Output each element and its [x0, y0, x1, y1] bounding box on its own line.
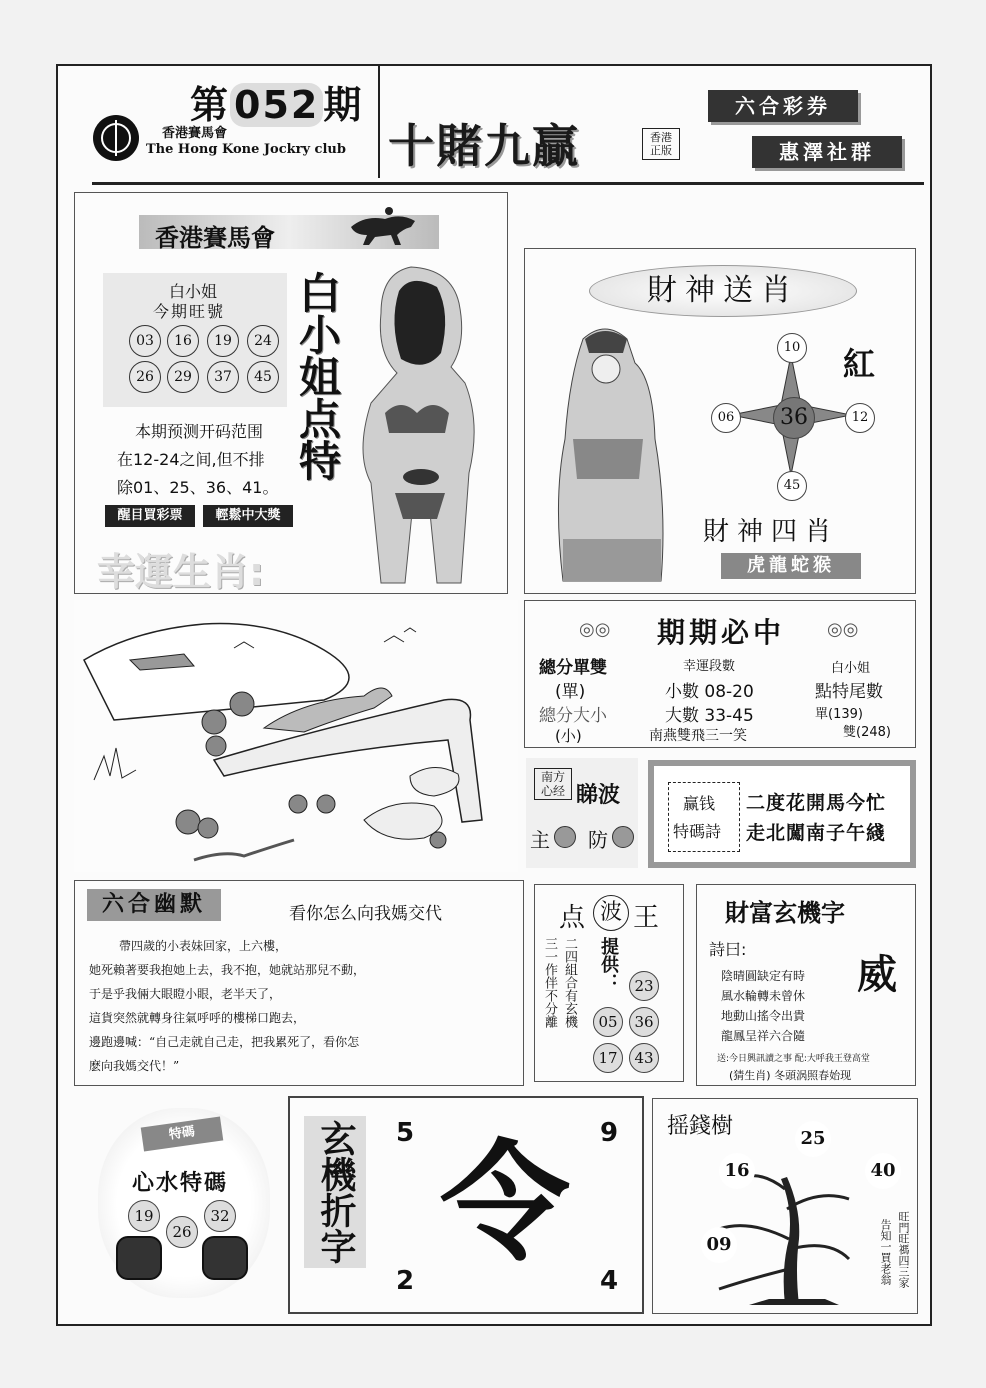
xinshui-number: 26 — [166, 1216, 198, 1248]
lucky-number: 19 — [207, 325, 239, 357]
prediction-line-1: 本期预测开码范围 — [135, 422, 264, 441]
dianbo-number: 36 — [629, 1007, 659, 1037]
lucky-number: 26 — [129, 361, 161, 393]
humor-line: 麽向我媽交代！” — [89, 1059, 180, 1073]
racehorse-icon — [345, 205, 425, 247]
humor-line: 這貨突然就轉身往氣呼呼的樓梯口跑去， — [89, 1011, 306, 1025]
xuanji-number-tr: 9 — [600, 1118, 619, 1148]
poem-intro: 詩曰: — [709, 940, 747, 959]
nanfang-tag: 南方心经 — [534, 768, 572, 800]
coin-icon: ◎◎ — [579, 619, 611, 640]
odd-even-label: 總分單雙 — [539, 658, 607, 678]
main-label: 主 — [530, 828, 550, 852]
compass-left-number: 06 — [711, 403, 741, 433]
qiqi-hint: 南燕雙飛三一笑 — [649, 728, 747, 744]
big-small-value: (小) — [555, 727, 582, 745]
xinshui-panel — [98, 1108, 270, 1298]
lucky-number: 37 — [207, 361, 239, 393]
defend-label: 防 — [588, 828, 608, 852]
compass-center-number: 36 — [773, 397, 815, 439]
ball-icon — [554, 826, 576, 848]
fist-icon — [116, 1236, 162, 1280]
humor-panel — [74, 880, 524, 1086]
xinshui-number: 19 — [128, 1200, 160, 1232]
humor-line: 她死賴著要我抱她上去，我不抱，她就站那兒不動， — [89, 963, 366, 977]
horse-panel — [74, 192, 508, 594]
dianbo-poem-col-2: 三一作伴不分離 — [542, 937, 557, 1028]
xinshui-ribbon: 特碼 — [141, 1117, 224, 1152]
tail-label: 點特尾數 — [815, 682, 883, 702]
poem-line-2: 走北闖南子午綫 — [746, 822, 887, 844]
xuanji-big-char: 令 — [440, 1127, 571, 1279]
dianbo-number: 43 — [629, 1043, 659, 1073]
fist-icon — [202, 1236, 248, 1280]
humor-line: 于是乎我倆大眼瞪小眼，老半天了， — [89, 987, 282, 1001]
vertical-title: 白小姐点特 — [293, 271, 342, 481]
odd-tail-value: 單(139) — [815, 707, 863, 722]
money-tree-title: 摇錢樹 — [667, 1114, 734, 1139]
header — [58, 66, 930, 184]
caishen-panel — [524, 248, 916, 594]
caifu-line: 陰晴圓缺定有時 — [721, 969, 806, 983]
caishen-banner: 財神送肖 — [589, 265, 857, 317]
dianbo-number: 05 — [593, 1007, 623, 1037]
slogan-1: 醒目買彩票 — [105, 505, 195, 527]
humor-line: 邊跑邊喊：“自己走就自己走，把我累死了，看你怎 — [89, 1035, 360, 1049]
tree-number: 09 — [701, 1227, 737, 1263]
tree-number: 16 — [719, 1153, 755, 1189]
small-range: 小數 08-20 — [665, 682, 754, 702]
caifu-big-char: 威 — [857, 952, 897, 998]
qiqi-title: 期期必中 — [657, 616, 786, 649]
poem-line-1: 二度花開馬今忙 — [746, 792, 887, 814]
tree-number: 40 — [865, 1153, 901, 1189]
poem-label-box — [668, 782, 740, 852]
big-range: 大數 33-45 — [665, 706, 754, 726]
dianbo-title-1: 点 — [559, 903, 586, 933]
compass-right-number: 12 — [845, 403, 875, 433]
xuanji-number-bl: 2 — [396, 1266, 415, 1296]
xuanji-label: 玄機折字 — [304, 1116, 366, 1268]
dianbo-panel — [534, 884, 684, 1082]
squirrel-tree-illustration — [74, 600, 518, 872]
lucky-title-1: 白小姐 — [169, 282, 218, 301]
caifu-hint: (猜生肖) 冬頭涡照春始现 — [729, 1069, 852, 1082]
tree-side-col-2: 告知一買老翁 — [879, 1219, 892, 1285]
tree-side-col-1: 旺門旺禡四三家 — [897, 1211, 910, 1288]
caifu-title: 財富玄機字 — [725, 899, 845, 927]
poem-panel — [648, 760, 916, 868]
xinshui-title: 心水特碼 — [132, 1171, 229, 1196]
lucky-numbers-card — [103, 273, 287, 407]
prediction-line-3: 除01、25、36、41。 — [117, 478, 279, 497]
compass-top-number: 10 — [777, 333, 807, 363]
qiqi-panel — [524, 600, 916, 748]
issue-number-value: 052 — [230, 83, 323, 127]
four-zodiac-names: 虎龍蛇猴 — [721, 553, 861, 579]
horse-banner: 香港賽馬會 — [139, 215, 439, 249]
nanfang-panel — [526, 758, 638, 868]
dianbo-poem-col-1: 二四組合有玄機 — [562, 937, 577, 1028]
header-divider — [378, 66, 380, 178]
even-tail-value: 雙(248) — [843, 725, 891, 740]
caifu-note: 送:今日興訊讀之事 配:大呼我王登高堂 — [717, 1054, 870, 1064]
caishen-figure-illustration — [543, 319, 673, 589]
lucky-number: 29 — [167, 361, 199, 393]
dianbo-number: 23 — [629, 971, 659, 1001]
caifu-line: 龍鳳呈祥六合隨 — [721, 1029, 806, 1043]
issue-number: 第 052 期 — [190, 83, 364, 127]
xuanji-number-tl: 5 — [396, 1118, 415, 1148]
caifu-line: 地動山搖令出貴 — [721, 1009, 806, 1023]
big-small-label: 總分大小 — [539, 706, 607, 726]
xinshui-number: 32 — [204, 1200, 236, 1232]
model-illustration — [341, 263, 501, 589]
slogan-2: 輕鬆中大獎 — [203, 505, 293, 527]
lucky-number: 24 — [247, 325, 279, 357]
poem-label-1: 赢钱 — [683, 794, 716, 813]
humor-line: 帶四歲的小表妹回家，上六樓， — [119, 939, 288, 953]
dianbo-title-3: 王 — [633, 903, 660, 933]
header-underline — [92, 182, 924, 185]
compass-bottom-number: 45 — [777, 471, 807, 501]
red-label: 紅 — [843, 345, 876, 383]
club-name-en: The Hong Kone Jockry club — [146, 142, 346, 157]
coin-icon: ◎◎ — [827, 619, 859, 640]
provide-label: 提供： — [598, 937, 619, 991]
lucky-zodiac-label: 幸運生肖: — [97, 550, 265, 594]
dianbo-title-2: 波 — [593, 895, 629, 931]
money-tree-panel — [652, 1098, 918, 1314]
humor-label: 六合幽默 — [87, 889, 221, 921]
xuanji-panel — [288, 1096, 644, 1314]
club-logo-icon — [92, 114, 140, 162]
watch-ball-title: 睇波 — [576, 783, 621, 808]
bai-label: 白小姐 — [831, 661, 871, 676]
club-name-cn: 香港賽馬會 — [162, 126, 228, 141]
odd-even-value: (單) — [555, 682, 586, 702]
humor-title: 看你怎么向我媽交代 — [289, 904, 442, 924]
four-zodiac-title: 財神四肖 — [703, 517, 840, 547]
money-tree-illustration — [689, 1129, 869, 1309]
tree-number: 25 — [795, 1121, 831, 1157]
lucky-number: 45 — [247, 361, 279, 393]
squirrel-illustration-panel — [74, 600, 518, 872]
main-title: 十賭九贏 — [388, 119, 580, 173]
lucky-number: 16 — [167, 325, 199, 357]
caifu-line: 風水輪轉未曾休 — [721, 989, 806, 1003]
edition-tag: 香港正版 — [642, 128, 680, 160]
tag-community: 惠澤社群 — [752, 136, 902, 168]
tag-lottery: 六合彩券 — [708, 90, 858, 122]
xuanji-number-br: 4 — [600, 1266, 619, 1296]
ball-icon — [612, 826, 634, 848]
caifu-panel — [696, 884, 916, 1086]
poem-label-2: 特碼詩 — [673, 822, 722, 841]
dianbo-number: 17 — [593, 1043, 623, 1073]
lucky-title-2: 今期旺號 — [153, 302, 226, 321]
prediction-line-2: 在12-24之间,但不排 — [117, 450, 265, 469]
lucky-range-label: 幸運段數 — [683, 659, 736, 674]
lucky-number: 03 — [129, 325, 161, 357]
